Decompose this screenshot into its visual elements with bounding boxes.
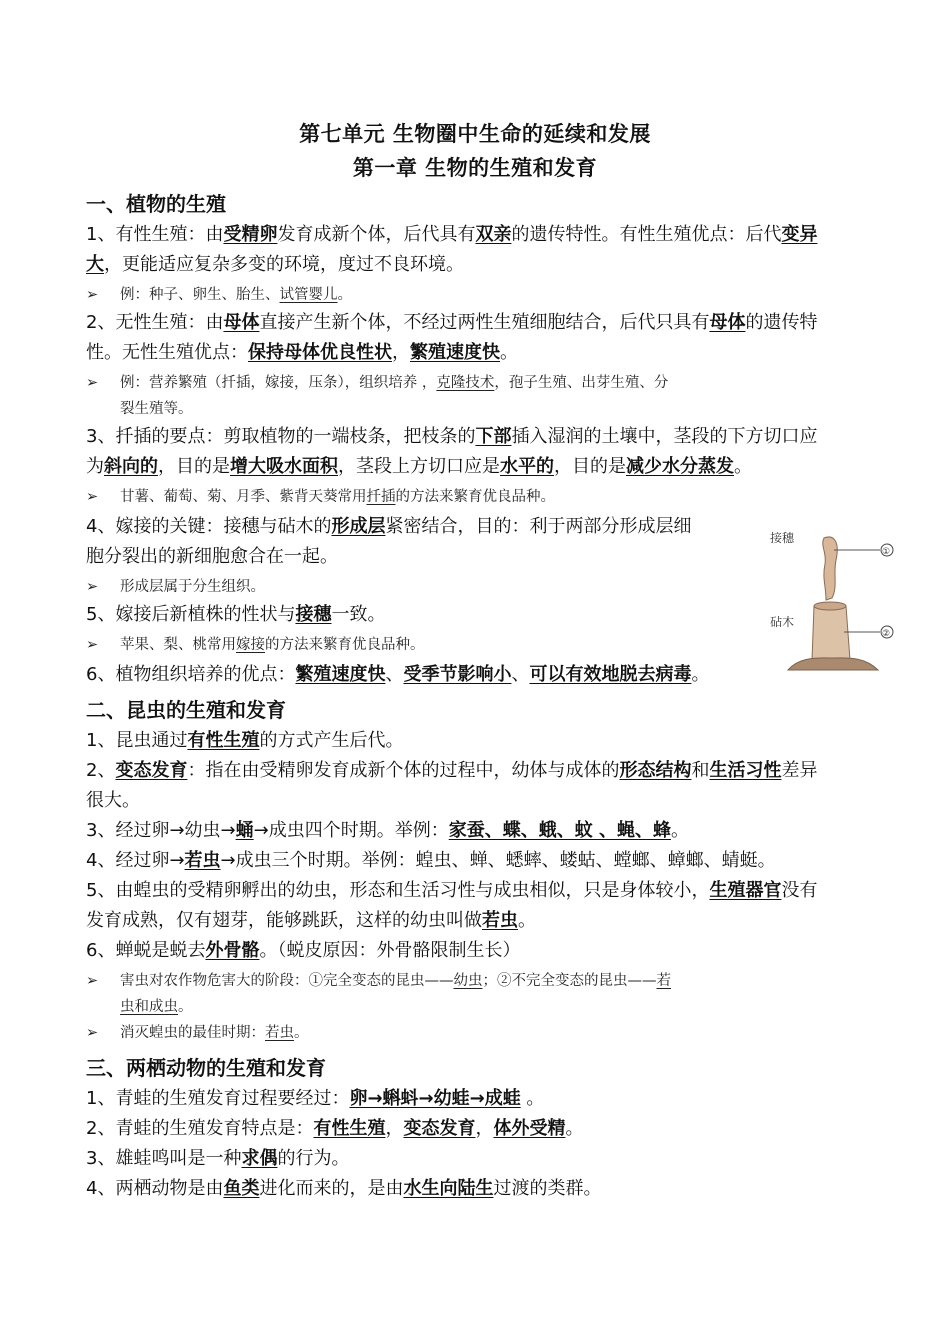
plant-note-4: ➢ 形成层属于分生组织。 [86,574,265,600]
plant-note-3: ➢ 甘薯、葡萄、菊、月季、紫背天葵常用扦插的方法来繁育优良品种。 [86,484,555,510]
insect-line-3: 3、经过卵→幼虫→蛹→成虫四个时期。举例：家蚕、蝶、蛾、蚊 、蝇、蜂。 [86,820,689,841]
insect-line-6: 6、蝉蜕是蜕去外骨骼。（蜕皮原因：外骨骼限制生长） [86,940,521,961]
insect-line-5: 5、由蝗虫的受精卵孵出的幼虫，形态和生活习性与成虫相似，只是身体较小，生殖器官没有 [86,880,818,901]
marker-2: ② [882,629,891,639]
plant-line-5: 5、嫁接后新植株的性状与接穗一致。 [86,604,386,625]
section-heading-amphibian: 三、两栖动物的生殖和发育 [86,1056,326,1080]
bullet-arrow-icon: ➢ [86,375,99,391]
marker-1: ① [882,547,891,557]
stock-shape [812,606,850,660]
insect-note-1: ➢ 害虫对农作物危害大的阶段：①完全变态的昆虫——幼虫；②不完全变态的昆虫——若 [86,968,671,994]
amphibian-line-3: 3、雄蛙鸣叫是一种求偶的行为。 [86,1148,350,1169]
insect-line-4: 4、经过卵→若虫→成虫三个时期。举例：蝗虫、蝉、蟋蟀、蝼蛄、螳螂、蟑螂、蜻蜓。 [86,850,776,871]
stock-top [814,602,846,610]
insect-line-2b: 很大。 [86,790,140,811]
insect-line-5b: 发育成熟，仅有翅芽，能够跳跃，这样的幼虫叫做若虫。 [86,910,536,931]
insect-note-2: ➢ 消灭蝗虫的最佳时期：若虫。 [86,1020,309,1046]
plant-note-1: ➢ 例：种子、卵生、胎生、试管婴儿。 [86,282,352,308]
bullet-arrow-icon: ➢ [86,973,99,989]
label-stock: 砧木 [770,615,795,629]
section-heading-insect: 二、昆虫的生殖和发育 [86,698,286,722]
bullet-arrow-icon: ➢ [86,579,99,595]
bullet-arrow-icon: ➢ [86,287,99,303]
plant-note-5: ➢ 苹果、梨、桃常用嫁接的方法来繁育优良品种。 [86,632,425,658]
label-scion: 接穗 [770,531,795,545]
chapter-title: 第一章 生物的生殖和发育 [352,156,598,180]
plant-line-1: 1、有性生殖：由受精卵发育成新个体，后代具有双亲的遗传特性。有性生殖优点：后代变异 [86,224,818,245]
plant-line-3: 3、扦插的要点：剪取植物的一端枝条，把枝条的下部插入湿润的土壤中，茎段的下方切口应 [86,426,818,447]
section-heading-plant: 一、植物的生殖 [86,192,226,216]
amphibian-line-1: 1、青蛙的生殖发育过程要经过：卵→蝌蚪→幼蛙→成蛙 。 [86,1088,545,1109]
plant-line-2: 2、无性生殖：由母体直接产生新个体，不经过两性生殖细胞结合，后代只具有母体的遗传特 [86,312,818,333]
insect-note-1b: 虫和成虫。 [120,999,193,1015]
plant-line-1b: 大，更能适应复杂多变的环境，度过不良环境。 [86,254,464,275]
grafting-figure [764,520,904,676]
bullet-arrow-icon: ➢ [86,637,99,653]
plant-line-6: 6、植物组织培养的优点：繁殖速度快、受季节影响小、可以有效地脱去病毒。 [86,664,710,685]
amphibian-line-2: 2、青蛙的生殖发育特点是：有性生殖，变态发育，体外受精。 [86,1118,584,1139]
plant-note-2: ➢ 例：营养繁殖（扦插，嫁接，压条），组织培养 ，克隆技术，孢子生殖、出芽生殖、分 [86,370,668,396]
soil-shape [788,658,878,670]
plant-line-4: 4、嫁接的关键：接穗与砧木的形成层紧密结合，目的：利于两部分形成层细 [86,516,692,537]
plant-note-2b: 裂生殖等。 [120,401,193,417]
bullet-arrow-icon: ➢ [86,1025,99,1041]
bullet-arrow-icon: ➢ [86,489,99,505]
insect-line-1: 1、昆虫通过有性生殖的方式产生后代。 [86,730,404,751]
scion-shape [823,537,838,600]
amphibian-line-4: 4、两栖动物是由鱼类进化而来的，是由水生向陆生过渡的类群。 [86,1178,602,1199]
insect-line-2: 2、变态发育：指在由受精卵发育成新个体的过程中，幼体与成体的形态结构和生活习性差异 [86,760,818,781]
plant-line-3b: 为斜向的，目的是增大吸水面积，茎段上方切口应是水平的，目的是减少水分蒸发。 [86,456,752,477]
plant-line-4b: 胞分裂出的新细胞愈合在一起。 [86,546,338,567]
plant-line-2b: 性。无性生殖优点：保持母体优良性状，繁殖速度快。 [86,342,518,363]
unit-title: 第七单元 生物圈中生命的延续和发展 [299,122,651,146]
